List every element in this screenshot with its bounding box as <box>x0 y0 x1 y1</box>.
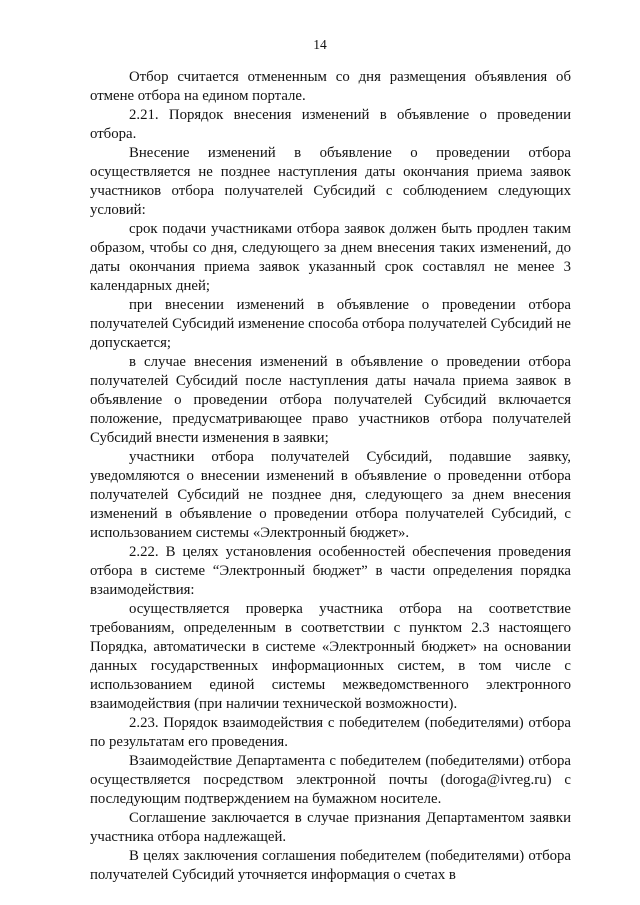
paragraph-condition-amend-right: в случае внесения изменений в объявление о проведении отбора получателей Субсидий после наступления даты начала приема заявок в объявление о проведении отбора получателей Субсидий включается положение, предусматривающее право участников отбора получателей Субсидий внести изменения в заявки; <box>90 354 571 446</box>
paragraph-accounts: В целях заключения соглашения победителем (победителями) отбора получателей Субсидий уточняется информация о счетах в <box>90 848 571 883</box>
page-number: 14 <box>313 37 327 52</box>
document-body <box>90 68 571 885</box>
paragraph-cancellation: Отбор считается отмененным со дня размещения объявления об отмене отбора на едином портале. <box>90 69 571 104</box>
paragraph-condition-method: при внесении изменений в объявление о проведении отбора получателей Субсидий изменение способа отбора получателей Субсидий не допускается; <box>90 297 571 351</box>
paragraph-automatic-check: осуществляется проверка участника отбора на соответствие требованиям, определенным в соответствии с пунктом 2.3 настоящего Порядка, автоматически в системе «Электронный бюджет» на основании данных государственных информационных систем, в том числе с использованием единой системы межведомственного электронного взаимодействия (при наличии технической возможности). <box>90 601 571 712</box>
paragraph-email-interaction: Взаимодействие Департамента с победителем (победителями) отбора осуществляется посредством электронной почты (doroga@ivreg.ru) с последующим подтверждением на бумажном носителе. <box>90 753 571 807</box>
paragraph-notification: участники отбора получателей Субсидий, подавшие заявку, уведомляются о внесении изменений в объявление о проведенни отбора получателей Субсидий не позднее дня, следующего за днем внесения изменений в объявление о проведении отбора получателей Субсидий, с использованием системы «Электронный бюджет». <box>90 449 571 541</box>
paragraph-2-22: 2.22. В целях установления особенностей обеспечения проведения отбора в системе “Электронный бюджет” в части определения порядка взаимодействия: <box>90 544 571 598</box>
paragraph-agreement: Соглашение заключается в случае признания Департаментом заявки участника отбора надлежащей. <box>90 810 571 845</box>
paragraph-condition-extension: срок подачи участниками отбора заявок должен быть продлен таким образом, чтобы со дня, следующего за днем внесения таких изменений, до даты окончания приема заявок указанный срок составлял не менее 3 календарных дней; <box>90 221 571 294</box>
paragraph-2-23: 2.23. Порядок взаимодействия с победителем (победителями) отбора по результатам его проведения. <box>90 715 571 750</box>
paragraph-2-21-heading: 2.21. Порядок внесения изменений в объявление о проведении отбора. <box>90 107 571 142</box>
paragraph-changes-deadline: Внесение изменений в объявление о проведении отбора осуществляется не позднее наступления даты окончания приема заявок участников отбора получателей Субсидий с соблюдением следующих условий: <box>90 145 571 218</box>
